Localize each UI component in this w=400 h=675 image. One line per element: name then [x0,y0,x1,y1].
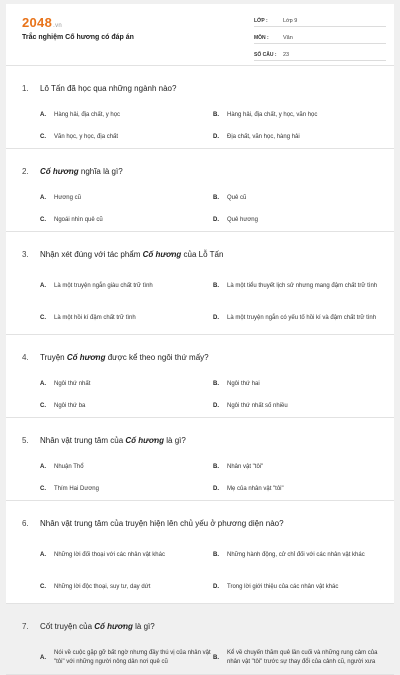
question-block [6,335,394,418]
answer-option[interactable] [40,302,213,334]
question-block [6,149,394,232]
question-text-pre: Nhân vật trung tâm của [40,436,126,445]
meta-value: Văn [283,35,293,41]
answer-options [22,642,378,674]
answer-options [22,456,378,500]
option-key: B. [213,112,219,118]
option-text: Là một tiểu thuyết lịch sử nhưng mang đậm chất trữ tình [227,282,378,289]
option-key: C. [40,315,46,321]
option-text: Thím Hai Dương [54,485,99,492]
question-text-pre: Truyện [40,353,67,362]
option-key: C. [40,134,46,140]
document-page [6,4,394,665]
meta-value: Lớp 9 [283,18,298,24]
option-text: Hàng hải, địa chất, y học, văn học [227,111,318,118]
question-block [6,66,394,149]
meta-label: LỚP : [254,18,268,24]
option-text: Văn học, y học, địa chất [54,133,119,140]
question-stem [22,501,378,539]
question-text [40,436,186,456]
answer-option[interactable] [213,270,386,302]
option-key: B. [213,552,219,558]
option-key: D. [213,315,219,321]
question-text-post: là gì? [132,622,155,631]
option-key: A. [40,655,46,661]
answer-option[interactable] [40,456,213,478]
answer-options [22,187,378,231]
meta-row-count [254,48,386,61]
option-key: D. [213,134,219,140]
question-text [40,84,176,104]
question-text-post: nghĩa là gì? [78,167,123,176]
question-text-em: Cố hương [125,436,165,445]
option-key: C. [40,217,46,223]
answer-option[interactable] [40,209,213,231]
question-text-em: Cố hương [94,622,133,631]
option-text: Quê hương [227,216,258,223]
question-block [6,604,394,675]
answer-option[interactable] [213,478,386,500]
option-text: Trong lời giới thiệu của các nhân vật khác [227,583,339,590]
option-text: Ngôi thứ hai [227,380,260,387]
option-text: Những lời đối thoại với các nhân vật khác [54,551,165,558]
option-key: A. [40,552,46,558]
answer-option[interactable] [40,126,213,148]
answer-option[interactable] [40,539,213,571]
question-text-pre: Lô Tấn đã học qua những ngành nào? [40,84,177,93]
option-key: B. [213,283,219,289]
answer-option[interactable] [213,395,386,417]
answer-option[interactable] [213,302,386,334]
option-text: Nhuận Thổ [54,463,84,470]
meta-row-class [254,14,386,27]
option-key: A. [40,283,46,289]
answer-options [22,270,378,334]
answer-option[interactable] [213,539,386,571]
option-text: Hương cũ [54,194,81,201]
meta-info [254,14,386,65]
question-number: 5. [22,436,29,445]
answer-option[interactable] [40,478,213,500]
option-key: A. [40,464,46,470]
answer-option[interactable] [40,187,213,209]
answer-option[interactable] [213,209,386,231]
question-number: 1. [22,84,29,93]
question-stem [22,335,378,373]
question-number: 6. [22,519,29,528]
question-block [6,232,394,335]
option-text: Là một truyện ngắn có yếu tố hồi kí và đậm chất trữ tình [227,314,377,321]
option-key: C. [40,584,46,590]
question-text-em: Cố hương [66,353,106,362]
option-key: B. [213,195,219,201]
answer-option[interactable] [40,104,213,126]
option-text: Những lời độc thoại, suy tư, day dứt [54,583,151,590]
question-stem [22,149,378,187]
question-text-post: của Lỗ Tấn [181,250,224,259]
answer-option[interactable] [40,373,213,395]
question-number: 2. [22,167,29,176]
answer-option[interactable] [40,395,213,417]
option-key: A. [40,195,46,201]
answer-option[interactable] [213,126,386,148]
option-text: Mẹ của nhân vật "tôi" [227,485,284,492]
question-list [6,66,394,675]
question-text-pre: Cốt truyện của [40,622,95,631]
option-key: A. [40,112,46,118]
answer-option[interactable] [213,104,386,126]
option-text: Nhân vật "tôi" [227,463,264,470]
option-key: D. [213,486,219,492]
question-number: 4. [22,353,29,362]
question-text-em: Cố hương [142,250,182,259]
option-text: Là một hồi kí đậm chất trữ tình [54,314,136,321]
option-text: Ngôi thứ ba [54,402,86,409]
question-text-pre: Nhân vật trung tâm của truyện hiện lên chủ yếu ở phương diện nào? [40,519,284,528]
answer-option[interactable] [40,571,213,603]
question-stem [22,232,378,270]
question-stem [22,66,378,104]
question-text-post: là gì? [164,436,186,445]
document-header [6,4,394,66]
meta-value: 23 [283,52,290,58]
option-text: Quê cũ [227,194,247,201]
option-text: Nói về cuộc gặp gỡ bất ngờ nhưng đầy thú vị của nhân vật "tôi" với những người nông dân nơi quê cũ [54,650,211,665]
document-title: Trắc nghiệm Cố hương có đáp án [22,34,134,41]
answer-options [22,373,378,417]
option-key: C. [40,403,46,409]
meta-row-subject [254,31,386,44]
question-text [40,167,123,187]
answer-option[interactable] [40,270,213,302]
option-text: Địa chất, văn học, hàng hải [227,133,300,140]
question-text-em: Cố hương [40,167,79,176]
option-key: C. [40,486,46,492]
answer-options [22,104,378,148]
answer-option[interactable] [213,571,386,603]
option-text: Là một truyện ngắn giàu chất trữ tình [54,282,153,289]
option-text: Hàng hải, địa chất, y học [54,111,121,118]
answer-options [22,539,378,603]
option-text: Ngôi thứ nhất [54,380,91,387]
question-stem [22,604,378,642]
site-logo[interactable]: 2048.vn [22,15,63,30]
option-text: Ngôi thứ nhất số nhiều [227,402,288,409]
option-key: B. [213,381,219,387]
option-key: D. [213,217,219,223]
option-key: D. [213,403,219,409]
option-text: Ngoái nhìn quê cũ [54,216,103,223]
question-stem [22,418,378,456]
option-key: D. [213,584,219,590]
answer-option[interactable] [213,187,386,209]
option-text: Những hành động, cử chỉ đối với các nhân vật khác [227,551,365,558]
question-number: 7. [22,622,29,631]
question-text-pre: Nhận xét đúng với tác phẩm [40,250,143,259]
option-key: B. [213,655,219,661]
answer-option[interactable] [213,642,386,674]
answer-option[interactable] [213,373,386,395]
answer-option[interactable] [213,456,386,478]
question-text [40,519,284,539]
question-text [40,250,223,270]
question-block [6,501,394,604]
meta-label: MÔN : [254,35,269,41]
option-text: Kể về chuyến thăm quê lần cuối và những rung cảm của nhân vật "tôi" trước sự thay đổi của cảnh cũ, người xưa [227,650,378,665]
question-text [40,622,155,642]
answer-option[interactable] [40,642,213,674]
question-text [40,353,209,373]
meta-label: SỐ CÂU : [254,52,277,58]
option-key: A. [40,381,46,387]
question-number: 3. [22,250,29,259]
question-text-post: được kể theo ngôi thứ mấy? [105,353,209,362]
question-block [6,418,394,501]
option-key: B. [213,464,219,470]
